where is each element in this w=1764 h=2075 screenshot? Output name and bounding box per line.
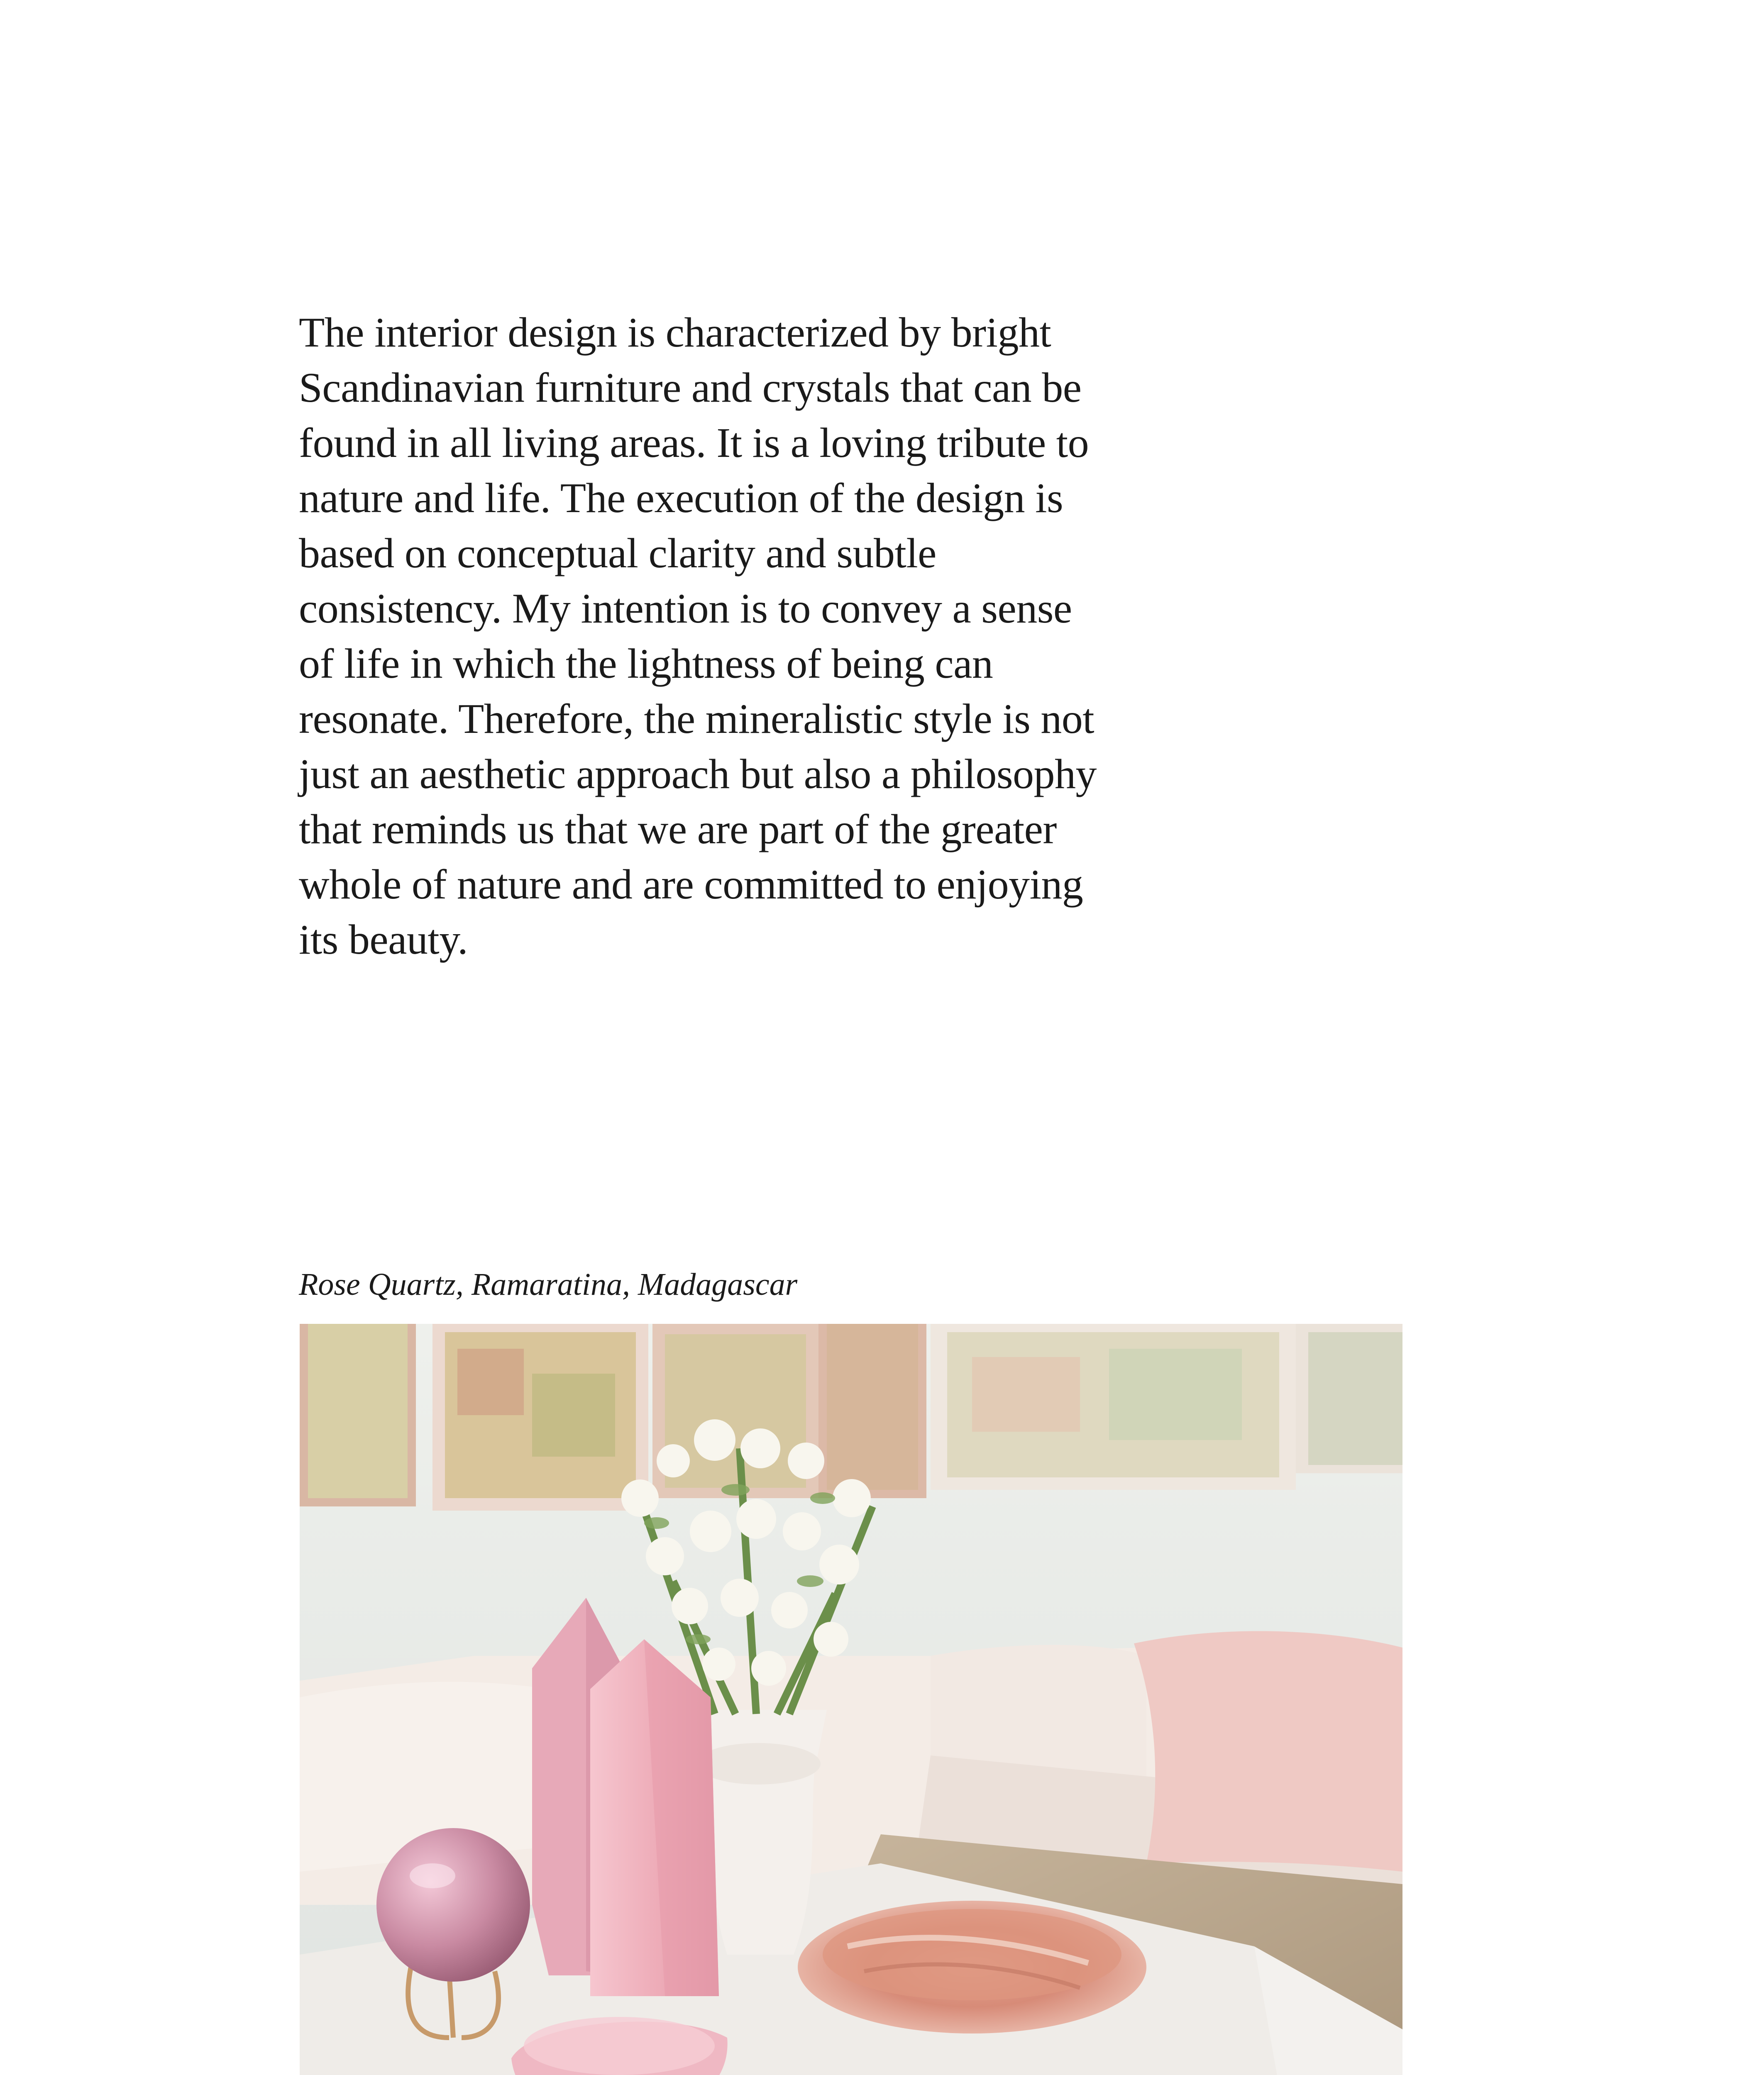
rose-quartz-photo [300,1324,1402,2075]
photo-caption: Rose Quartz, Ramaratina, Madagascar [299,1267,798,1302]
body-paragraph: The interior design is characterized by bright Scandinavian furniture and crystals that can be found in all living areas. It is a loving tribute to nature and life. The execution of the design is based on conceptual clarity and subtle consistency. My intention is to convey a sense of life in which the lightness of being can resonate. Therefore, the mineralistic style is not just an aesthetic approach but also a philosophy that reminds us that we are part of the greater whole of nature and are committed to enjoying its beauty. [299,309,1097,963]
